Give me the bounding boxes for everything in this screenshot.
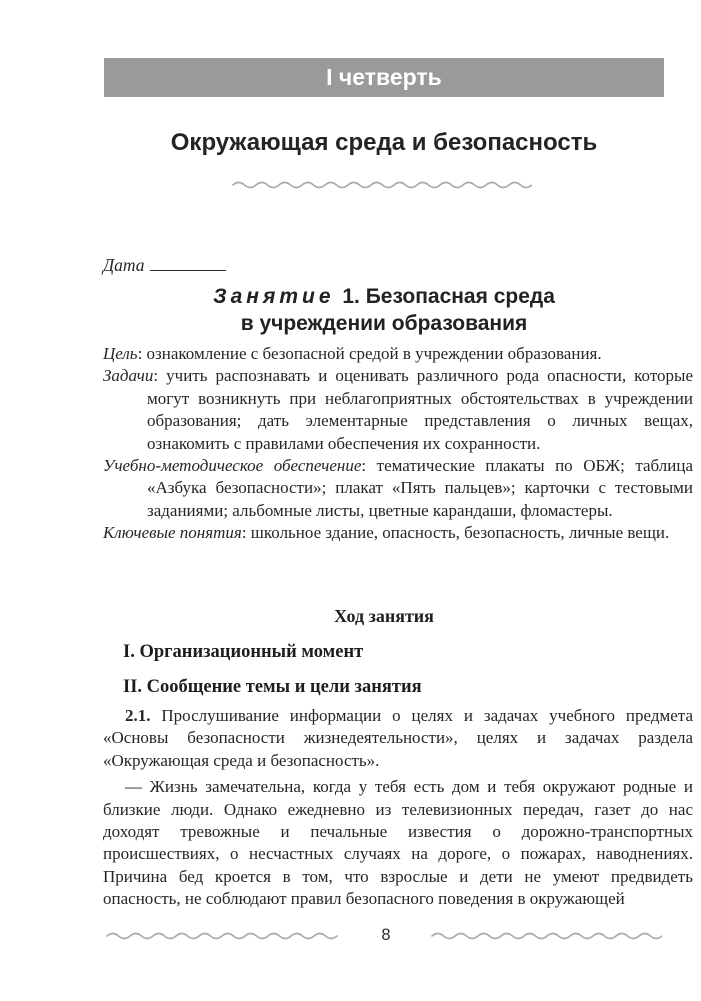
section-heading-2: II. Сообщение темы и цели занятия (123, 677, 422, 697)
meta-goal-label: Цель (103, 344, 138, 363)
lesson-meta (103, 343, 693, 545)
meta-keywords-text: : школьное здание, опасность, безопасность, личные вещи. (241, 523, 670, 543)
meta-goal-text: : ознакомление с безопасной средой в учреждении образования. (137, 344, 602, 363)
page-number: 8 (381, 926, 391, 944)
decorative-wave-top (232, 180, 532, 190)
lesson-label: Занятие (213, 285, 335, 308)
lesson-heading-line1 (103, 283, 665, 310)
date-blank-line (150, 257, 226, 271)
lesson-body (103, 606, 693, 911)
meta-tasks-text: : учить распознавать и оценивать различного рода опасности, которые могут возникнуть при неблагоприятных обстоятельствах в учреждении образования; дать элементарные представления о личных вещах, ознакомить с правилами обеспечения их сохранности. (147, 366, 693, 453)
meta-keywords (103, 522, 693, 544)
meta-keywords-label: Ключевые понятия (103, 523, 242, 543)
meta-goal (103, 343, 693, 365)
meta-tasks (103, 365, 693, 455)
meta-materials (103, 455, 693, 522)
decorative-wave-footer-right (431, 931, 662, 941)
page-footer (103, 926, 665, 945)
lesson-title-line2: в учреждении образования (240, 312, 528, 335)
paragraph-2-1 (103, 705, 693, 772)
meta-tasks-label: Задачи (103, 366, 154, 386)
paragraph-2-1-text: Прослушивание информации о целях и задачах учебного предмета «Основы безопасности жизнедеятельности», целях и задачах раздела «Окружающая среда и безопасность». (103, 706, 693, 770)
date-field (103, 255, 226, 276)
lesson-heading (103, 283, 665, 337)
chapter-title: Окружающая среда и безопасность (170, 129, 598, 156)
section-heading-1: I. Организационный момент (123, 642, 364, 662)
paragraph-teacher-speech: — Жизнь замечательна, когда у тебя есть дом и тебя окружают родные и близкие люди. Однако ежедневно из телевизионных передач, газет до нас доходят тревожные и печальные известия о дорожно-транспортных происшествиях, о несчастных случаях на дороге, о пожарах, наводнениях. Причина бед кроется в том, что взрослые и дети не умеют предвидеть опасность, не соблюдают правил безопасного поведения в окружающей (103, 777, 693, 909)
quarter-banner-label: I четверть (326, 64, 442, 90)
quarter-banner (104, 58, 664, 97)
meta-materials-label: Учебно-методическое обеспечение (103, 456, 362, 476)
paragraph-2-1-number: 2.1. (125, 706, 151, 725)
lesson-title-line1: 1. Безопасная среда (342, 285, 555, 308)
decorative-wave-footer-left (106, 931, 341, 941)
date-label: Дата (103, 255, 145, 275)
course-heading: Ход занятия (334, 606, 434, 626)
meta-materials-text: : тематические плакаты по ОБЖ; таблица «Азбука безопасности»; плакат «Пять пальцев»; карточки с тестовыми заданиями; альбомные листы, цветные карандаши, фломастеры. (147, 456, 693, 520)
